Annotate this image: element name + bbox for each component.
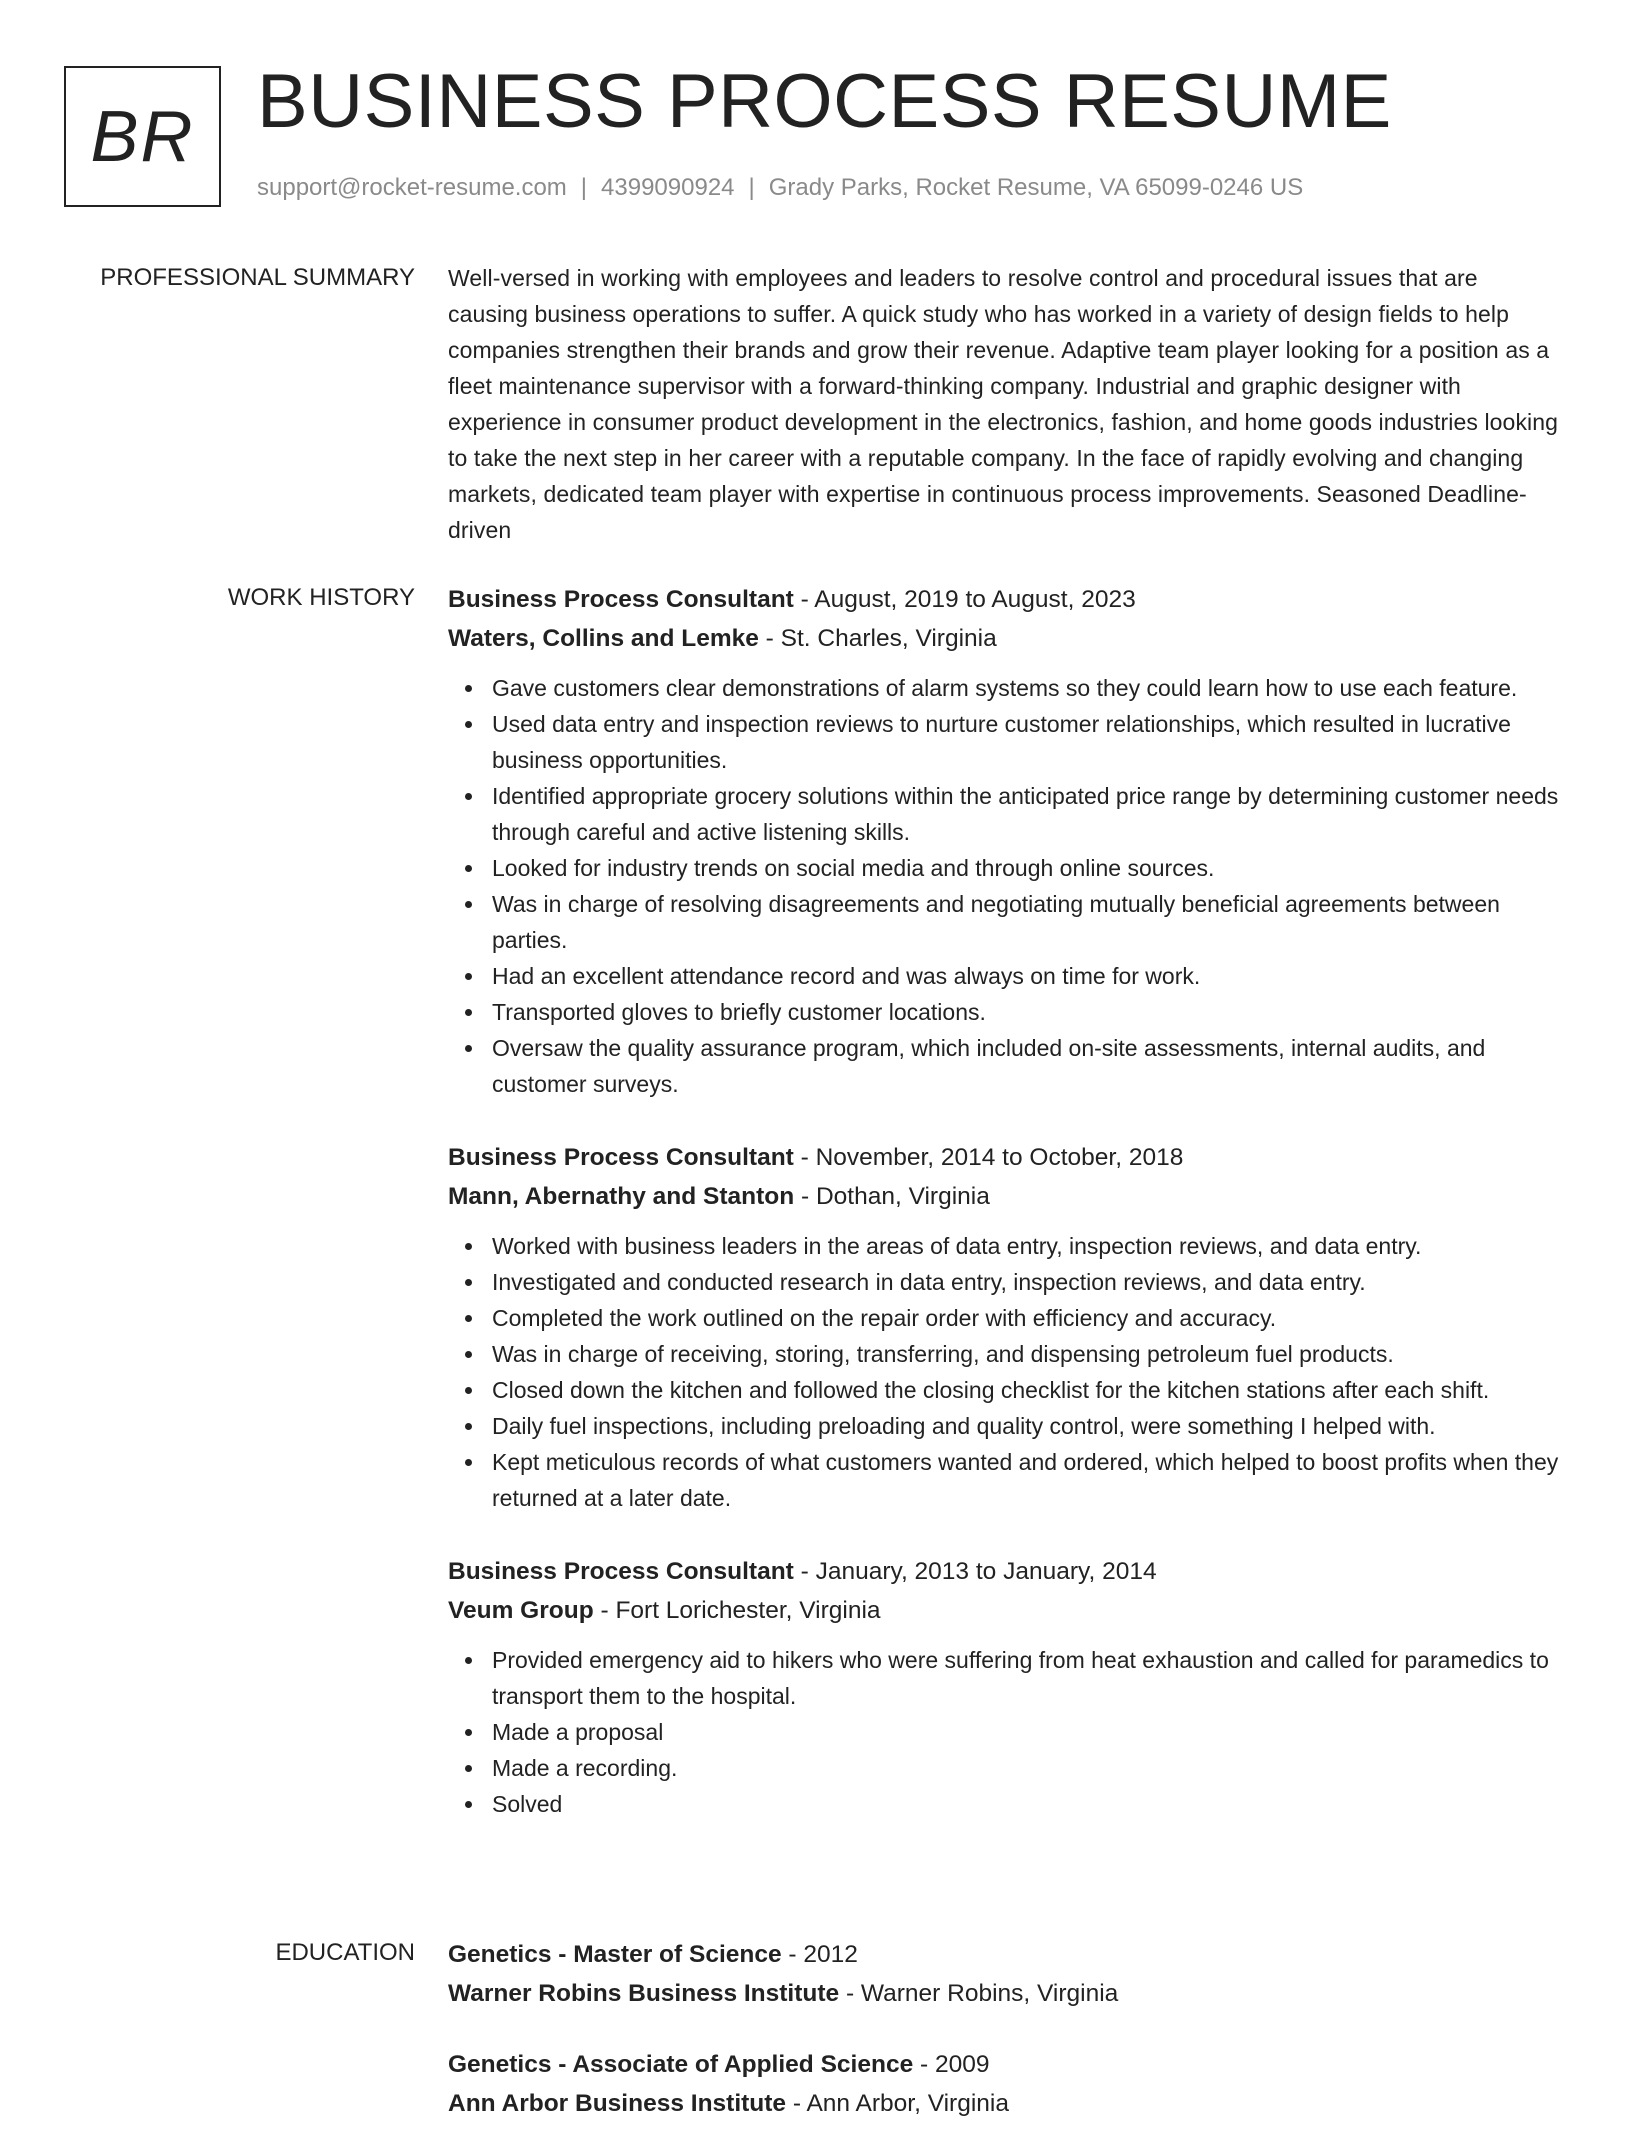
bullet-dot-icon — [465, 901, 472, 908]
monogram-logo: BR — [64, 66, 221, 207]
job-bullet: Identified appropriate grocery solutions within the anticipated price range by determining customer needs through careful and active listening skills. — [492, 778, 1563, 850]
bullet-dot-icon — [465, 1045, 472, 1052]
section-label-work-history: WORK HISTORY — [227, 584, 415, 611]
education-location: - Ann Arbor, Virginia — [786, 2090, 1009, 2117]
job-bullet: Was in charge of resolving disagreements and negotiating mutually beneficial agreements between parties. — [492, 886, 1563, 958]
job-company: Waters, Collins and Lemke — [448, 625, 759, 652]
job-bullet: Kept meticulous records of what customers wanted and ordered, which helped to boost profits when they returned at a later date. — [492, 1444, 1563, 1516]
job-entry — [448, 580, 1563, 1102]
contact-phone[interactable]: 4399090924 — [601, 174, 735, 201]
job-bullet: Worked with business leaders in the areas of data entry, inspection reviews, and data entry. — [492, 1228, 1563, 1264]
job-bullet: Used data entry and inspection reviews to nurture customer relationships, which resulted in lucrative business opportunities. — [492, 706, 1563, 778]
job-entry — [448, 1138, 1563, 1516]
job-title: Business Process Consultant — [448, 1144, 794, 1171]
bullet-dot-icon — [465, 1765, 472, 1772]
job-company: Veum Group — [448, 1597, 594, 1624]
bullet-dot-icon — [465, 721, 472, 728]
page-title: BUSINESS PROCESS RESUME — [257, 59, 1392, 144]
education-school-line — [448, 2084, 1563, 2123]
job-bullet: Closed down the kitchen and followed the closing checklist for the kitchen stations after each shift. — [492, 1372, 1563, 1408]
job-bullet: Had an excellent attendance record and was always on time for work. — [492, 958, 1563, 994]
education-degree-line — [448, 1935, 1563, 1974]
bullet-dot-icon — [465, 1387, 472, 1394]
job-location: - Dothan, Virginia — [794, 1183, 990, 1210]
education-degree-line — [448, 2045, 1563, 2084]
job-bullet: Oversaw the quality assurance program, which included on-site assessments, internal audits, and customer surveys. — [492, 1030, 1563, 1102]
work-history-body — [448, 580, 1563, 1840]
job-bullet: Looked for industry trends on social media and through online sources. — [492, 850, 1563, 886]
bullet-dot-icon — [465, 1243, 472, 1250]
job-title-line — [448, 1552, 1563, 1591]
job-bullet: Gave customers clear demonstrations of alarm systems so they could learn how to use each feature. — [492, 670, 1563, 706]
job-bullet: Investigated and conducted research in data entry, inspection reviews, and data entry. — [492, 1264, 1563, 1300]
job-title: Business Process Consultant — [448, 1558, 794, 1585]
job-title: Business Process Consultant — [448, 586, 794, 613]
job-bullet: Provided emergency aid to hikers who were suffering from heat exhaustion and called for paramedics to transport them to the hospital. — [492, 1642, 1563, 1714]
job-dates: - August, 2019 to August, 2023 — [793, 586, 1136, 613]
job-bullet: Solved — [492, 1786, 1563, 1822]
job-title-line — [448, 580, 1563, 619]
job-bullet: Completed the work outlined on the repair order with efficiency and accuracy. — [492, 1300, 1563, 1336]
education-location: - Warner Robins, Virginia — [839, 1980, 1119, 2007]
education-body — [448, 1935, 1563, 2155]
education-school: Warner Robins Business Institute — [448, 1980, 840, 2007]
job-bullet: Was in charge of receiving, storing, transferring, and dispensing petroleum fuel products. — [492, 1336, 1563, 1372]
education-year: - 2012 — [781, 1941, 858, 1968]
bullet-dot-icon — [465, 865, 472, 872]
bullet-dot-icon — [465, 1279, 472, 1286]
job-dates: - November, 2014 to October, 2018 — [793, 1144, 1184, 1171]
bullet-dot-icon — [465, 1657, 472, 1664]
job-bullet: Made a recording. — [492, 1750, 1563, 1786]
education-school-line — [448, 1974, 1563, 2013]
bullet-dot-icon — [465, 1315, 472, 1322]
job-company: Mann, Abernathy and Stanton — [448, 1183, 795, 1210]
job-dates: - January, 2013 to January, 2014 — [793, 1558, 1157, 1585]
bullet-dot-icon — [465, 1351, 472, 1358]
bullet-dot-icon — [465, 793, 472, 800]
bullet-dot-icon — [465, 1423, 472, 1430]
job-bullet-list — [448, 1642, 1563, 1822]
job-company-line — [448, 1591, 1563, 1630]
section-label-education: EDUCATION — [275, 1939, 415, 1966]
job-bullet-list — [448, 670, 1563, 1102]
job-location: - St. Charles, Virginia — [758, 625, 997, 652]
summary-body — [448, 260, 1563, 548]
education-degree: Genetics - Master of Science — [448, 1941, 782, 1968]
contact-email[interactable]: support@rocket-resume.com — [257, 174, 567, 201]
job-title-line — [448, 1138, 1563, 1177]
bullet-dot-icon — [465, 1009, 472, 1016]
job-bullet-list — [448, 1228, 1563, 1516]
job-company-line — [448, 619, 1563, 658]
bullet-dot-icon — [465, 1459, 472, 1466]
job-bullet: Daily fuel inspections, including preloading and quality control, were something I helped with. — [492, 1408, 1563, 1444]
education-degree: Genetics - Associate of Applied Science — [448, 2051, 914, 2078]
job-entry — [448, 1552, 1563, 1822]
summary-text: Well-versed in working with employees and leaders to resolve control and procedural issues that are causing business operations to suffer. A quick study who has worked in a variety of design fields to help companies strengthen their brands and grow their revenue. Adaptive team player looking for a position as a fleet maintenance supervisor with a forward-thinking company. Industrial and graphic designer with experience in consumer product development in the electronics, fashion, and home goods industries looking to take the next step in her career with a reputable company. In the face of rapidly evolving and changing markets, dedicated team player with expertise in continuous process improvements. Seasoned Deadline-driven — [448, 265, 1559, 543]
section-label-summary: PROFESSIONAL SUMMARY — [100, 264, 415, 291]
education-entry — [448, 2045, 1563, 2123]
contact-separator: | — [748, 174, 755, 201]
contact-address: Grady Parks, Rocket Resume, VA 65099-0246 US — [768, 174, 1304, 201]
bullet-dot-icon — [465, 685, 472, 692]
bullet-dot-icon — [465, 1729, 472, 1736]
bullet-dot-icon — [465, 1801, 472, 1808]
education-year: - 2009 — [913, 2051, 990, 2078]
job-bullet: Transported gloves to briefly customer locations. — [492, 994, 1563, 1030]
contact-separator: | — [580, 174, 588, 201]
education-entry — [448, 1935, 1563, 2013]
bullet-dot-icon — [465, 973, 472, 980]
contact-line — [257, 174, 1303, 202]
job-bullet: Made a proposal — [492, 1714, 1563, 1750]
education-school: Ann Arbor Business Institute — [448, 2090, 787, 2117]
job-company-line — [448, 1177, 1563, 1216]
job-location: - Fort Lorichester, Virginia — [593, 1597, 881, 1624]
